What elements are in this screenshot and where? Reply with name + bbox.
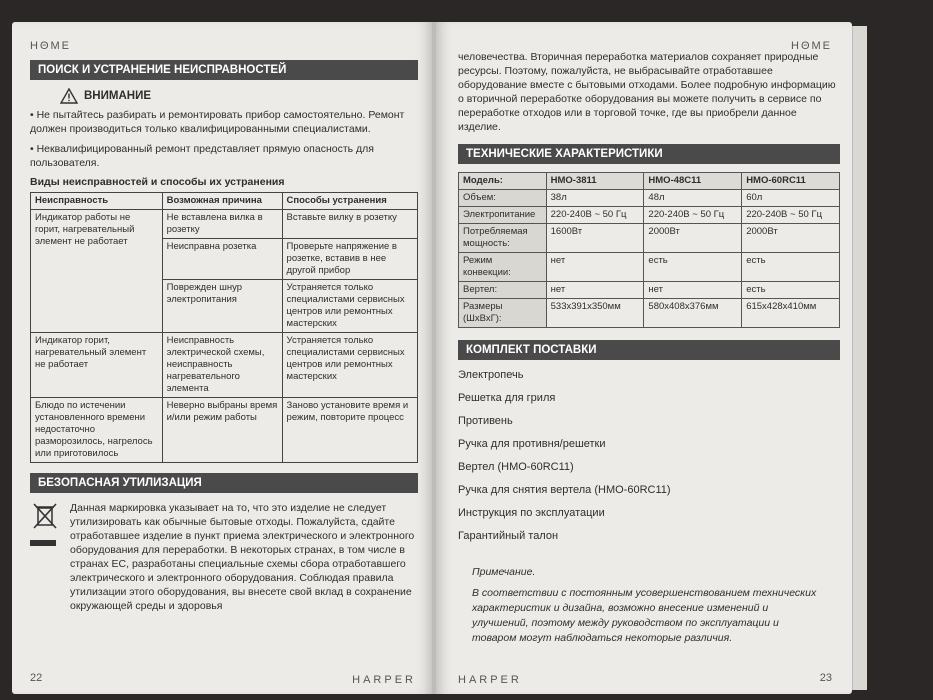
harper-brand: HARPER — [352, 674, 416, 686]
fix-cell: Устраняется только специалистами сервисных центров или ремонтных мастерских — [282, 280, 417, 333]
fix-cell: Заново установите время и режим, повторите процесс — [282, 398, 417, 463]
kit-item: Инструкция по эксплуатации — [458, 507, 605, 519]
spec-key: Объем: — [459, 190, 547, 207]
kit-item: Противень — [458, 415, 513, 427]
fix-cell: Вставьте вилку в розетку — [282, 210, 417, 239]
table-row — [31, 210, 418, 239]
spec-key: Потребляемая мощность: — [459, 224, 547, 253]
spec-value: 48л — [644, 190, 742, 207]
spec-row — [459, 253, 840, 282]
disposal-continued-text: человечества. Вторичная переработка материалов сохраняет природные ресурсы. Поэтому, пожалуйста, не выбрасывайте отработавшее оборудование вместе с бытовыми отходами. Более подробную информацию о вторичной переработке оборудования вы можете получить в сервисе по переработке отходов или в торговой точке, где вы приобрели данное изделие. — [458, 51, 836, 133]
note-block — [472, 565, 820, 646]
spec-value: есть — [742, 253, 840, 282]
spec-value: есть — [644, 253, 742, 282]
specs-header-row — [459, 173, 840, 190]
spec-key: Вертел: — [459, 282, 547, 299]
spec-value: нет — [644, 282, 742, 299]
specs-table — [458, 172, 840, 328]
spec-header: HMO-3811 — [546, 173, 644, 190]
table-header-row — [31, 193, 418, 210]
troubleshoot-table — [30, 192, 418, 463]
disposal-title: БЕЗОПАСНАЯ УТИЛИЗАЦИЯ — [30, 473, 418, 493]
table-row — [31, 398, 418, 463]
header-fix: Способы устранения — [282, 193, 417, 210]
warning-heading — [60, 88, 418, 104]
spec-row — [459, 299, 840, 328]
disposal-text: Данная маркировка указывает на то, что это изделие не следует утилизировать как обычные бытовые отходы. Пожалуйста, сдайте отработавшее изделие в пункт приема электрического и электронного оборудования для переработки. В некоторых странах, в том числе в странах ЕС, разработаны специальные схемы сбора отработавшего электрического и электронного оборудования. Соблюдая правила утилизации этого оборудования, вы внесете свой вклад в сохранение окружающей среды и здоровья — [70, 502, 415, 612]
spec-row — [459, 207, 840, 224]
disposal-section — [30, 501, 418, 613]
spec-value: нет — [546, 282, 644, 299]
home-logo: HΘME — [791, 40, 832, 52]
cause-cell: Поврежден шнур электропитания — [162, 280, 282, 333]
spec-value: 60л — [742, 190, 840, 207]
spec-value: 2000Вт — [644, 224, 742, 253]
spec-value: 220-240В ~ 50 Гц — [742, 207, 840, 224]
kit-item: Гарантийный талон — [458, 530, 559, 542]
warning-label: ВНИМАНИЕ — [84, 90, 152, 102]
note-text: В соответствии с постоянным усовершенствованием технических характеристик и дизайна, возможно внесение изменений и улучшений, поэтому между руководством по эксплуатации и товаром могут наблюдаться некоторые различия. — [472, 587, 817, 644]
specs-title: ТЕХНИЧЕСКИЕ ХАРАКТЕРИСТИКИ — [458, 144, 840, 164]
spec-value: 220-240В ~ 50 Гц — [644, 207, 742, 224]
spec-header: HMO-48C11 — [644, 173, 742, 190]
crossed-bin-icon — [30, 501, 62, 613]
spec-value: 580x408x376мм — [644, 299, 742, 328]
cause-cell: Неисправна розетка — [162, 239, 282, 280]
bin-underline — [30, 540, 56, 546]
warning-icon — [60, 88, 78, 104]
page-number: 23 — [819, 672, 832, 684]
left-page — [12, 22, 432, 694]
spec-header: HMO-60RC11 — [742, 173, 840, 190]
fix-cell: Устраняется только специалистами сервисных центров или ремонтных мастерских — [282, 333, 417, 398]
fault-cell: Блюдо по истечении установленного времени недостаточно разморозилось, нагрелось или приготовилось — [31, 398, 163, 463]
warning-bullet: • Не пытайтесь разбирать и ремонтировать прибор самостоятельно. Ремонт должен производиться только квалифицированными специалистами. — [30, 109, 405, 135]
troubleshoot-title: ПОИСК И УСТРАНЕНИЕ НЕИСПРАВНОСТЕЙ — [30, 60, 418, 80]
kit-item: Электропечь — [458, 369, 524, 381]
page-edges — [852, 26, 867, 690]
spec-value: 220-240В ~ 50 Гц — [546, 207, 644, 224]
table-row — [31, 333, 418, 398]
spec-value: 38л — [546, 190, 644, 207]
home-logo: HΘME — [30, 40, 71, 52]
kit-item: Ручка для снятия вертела (HMO-60RC11) — [458, 484, 671, 496]
warning-bullet: • Неквалифицированный ремонт представляет прямую опасность для пользователя. — [30, 143, 374, 169]
spec-value: 533x391x350мм — [546, 299, 644, 328]
cause-cell: Неверно выбраны время и/или режим работы — [162, 398, 282, 463]
kit-title: КОМПЛЕКТ ПОСТАВКИ — [458, 340, 840, 360]
spec-row — [459, 224, 840, 253]
harper-brand: HARPER — [458, 674, 522, 686]
spec-value: 1600Вт — [546, 224, 644, 253]
spec-key: Размеры (ШхВхГ): — [459, 299, 547, 328]
kit-item: Ручка для противня/решетки — [458, 438, 606, 450]
kit-list — [458, 368, 840, 543]
spec-row — [459, 282, 840, 299]
fix-cell: Проверьте напряжение в розетке, вставив в нее другой прибор — [282, 239, 417, 280]
table-title: Виды неисправностей и способы их устранения — [30, 176, 285, 188]
cause-cell: Неисправность электрической схемы, неисправность нагревательного элемента — [162, 333, 282, 398]
spec-key: Режим конвекции: — [459, 253, 547, 282]
header-fault: Неисправность — [31, 193, 163, 210]
page-number: 22 — [30, 672, 43, 684]
fault-cell: Индикатор горит, нагревательный элемент не работает — [31, 333, 163, 398]
spec-header: Модель: — [459, 173, 547, 190]
spec-row — [459, 190, 840, 207]
cause-cell: Не вставлена вилка в розетку — [162, 210, 282, 239]
spec-value: нет — [546, 253, 644, 282]
note-title: Примечание. — [472, 566, 536, 578]
header-cause: Возможная причина — [162, 193, 282, 210]
fault-cell: Индикатор работы не горит, нагревательный элемент не работает — [31, 210, 163, 333]
spec-value: 615x428x410мм — [742, 299, 840, 328]
kit-item: Решетка для гриля — [458, 392, 556, 404]
right-page — [436, 22, 852, 694]
spec-value: 2000Вт — [742, 224, 840, 253]
spec-key: Электропитание — [459, 207, 547, 224]
kit-item: Вертел (HMO-60RC11) — [458, 461, 574, 473]
spec-value: есть — [742, 282, 840, 299]
